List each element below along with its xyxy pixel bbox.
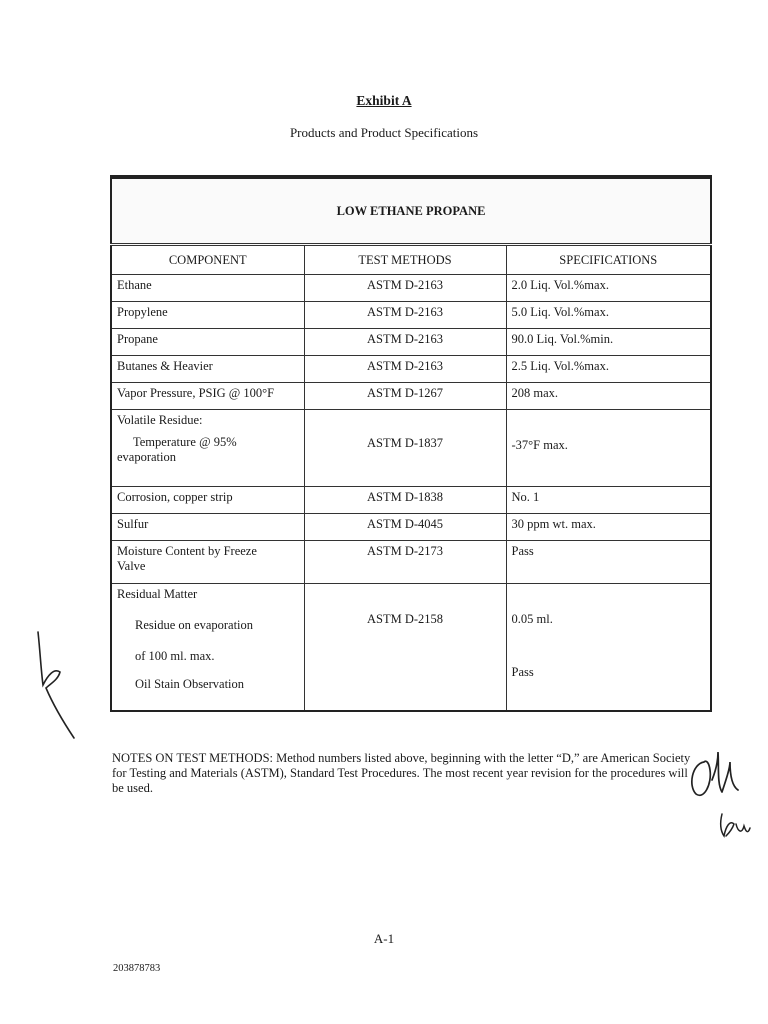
spec-cell: -37°F max.: [506, 410, 711, 487]
table-row-moisture: [111, 541, 711, 584]
spec-cell: Pass: [506, 541, 711, 584]
page-number: A-1: [373, 931, 395, 946]
table-row-propylene: [111, 302, 711, 329]
component-cell: [111, 410, 304, 487]
handwritten-margin-mark: [28, 630, 88, 745]
residual-oil-stain-line: Oil Stain Observation: [135, 677, 245, 691]
spec-cell: 2.0 Liq. Vol.%max.: [506, 275, 711, 302]
method-cell: ASTM D-2163: [304, 302, 506, 329]
exhibit-subtitle: Products and Product Specifications: [289, 125, 479, 140]
spec-cell: 30 ppm wt. max.: [506, 514, 711, 541]
component-cell: Propylene: [111, 302, 304, 329]
table-banner: LOW ETHANE PROPANE: [111, 177, 711, 245]
method-cell: ASTM D-2163: [304, 275, 506, 302]
volatile-sub-line-2: evaporation: [117, 450, 177, 464]
table-row-propane: [111, 329, 711, 356]
header-test-methods: TEST METHODS: [304, 245, 506, 275]
residual-spec-1: 0.05 ml.: [511, 612, 553, 626]
document-id: 203878783: [113, 963, 161, 974]
method-cell: ASTM D-2158: [304, 584, 506, 712]
method-cell: ASTM D-2163: [304, 329, 506, 356]
method-cell: ASTM D-4045: [304, 514, 506, 541]
volatile-label: Volatile Residue:: [117, 413, 203, 427]
residual-residue-line: Residue on evaporation: [135, 618, 254, 632]
residual-of100-line: of 100 ml. max.: [135, 649, 215, 663]
component-cell: Propane: [111, 329, 304, 356]
table-row-sulfur: [111, 514, 711, 541]
header-component: COMPONENT: [111, 245, 304, 275]
table-row-volatile-residue: [111, 410, 711, 487]
component-cell: Butanes & Heavier: [111, 356, 304, 383]
component-cell: [111, 541, 304, 584]
component-cell: Ethane: [111, 275, 304, 302]
header-specifications: SPECIFICATIONS: [506, 245, 711, 275]
spec-cell: No. 1: [506, 487, 711, 514]
table-row-ethane: [111, 275, 711, 302]
volatile-sub-line-1: Temperature @ 95%: [133, 435, 237, 449]
method-cell: ASTM D-2163: [304, 356, 506, 383]
table-header-row: [111, 245, 711, 275]
spec-cell: 5.0 Liq. Vol.%max.: [506, 302, 711, 329]
handwritten-initials: [682, 740, 752, 850]
exhibit-title: Exhibit A: [356, 93, 412, 108]
spec-cell: [506, 584, 711, 712]
component-cell: [111, 584, 304, 712]
spec-cell: 90.0 Liq. Vol.%min.: [506, 329, 711, 356]
table-row-vapor-pressure: [111, 383, 711, 410]
moisture-line-1: Moisture Content by Freeze: [117, 544, 257, 558]
method-cell: ASTM D-1267: [304, 383, 506, 410]
table-row-residual-matter: [111, 584, 711, 712]
residual-spec-2: Pass: [511, 665, 534, 679]
specifications-table: [110, 175, 712, 712]
component-cell: Corrosion, copper strip: [111, 487, 304, 514]
table-row-butanes: [111, 356, 711, 383]
component-cell: Sulfur: [111, 514, 304, 541]
spec-cell: 208 max.: [506, 383, 711, 410]
spec-cell: 2.5 Liq. Vol.%max.: [506, 356, 711, 383]
residual-label: Residual Matter: [117, 587, 198, 601]
method-cell: ASTM D-2173: [304, 541, 506, 584]
component-cell: Vapor Pressure, PSIG @ 100°F: [111, 383, 304, 410]
method-cell: ASTM D-1838: [304, 487, 506, 514]
moisture-line-2: Valve: [117, 559, 146, 573]
notes-on-test-methods: NOTES ON TEST METHODS: Method numbers listed above, beginning with the letter “D,” are American Society for Testing and Materials (ASTM), Standard Test Procedures. The most recent year revision for the procedures will be used.: [112, 751, 691, 795]
table-banner-row: [111, 177, 711, 245]
table-row-corrosion: [111, 487, 711, 514]
method-cell: ASTM D-1837: [304, 410, 506, 487]
